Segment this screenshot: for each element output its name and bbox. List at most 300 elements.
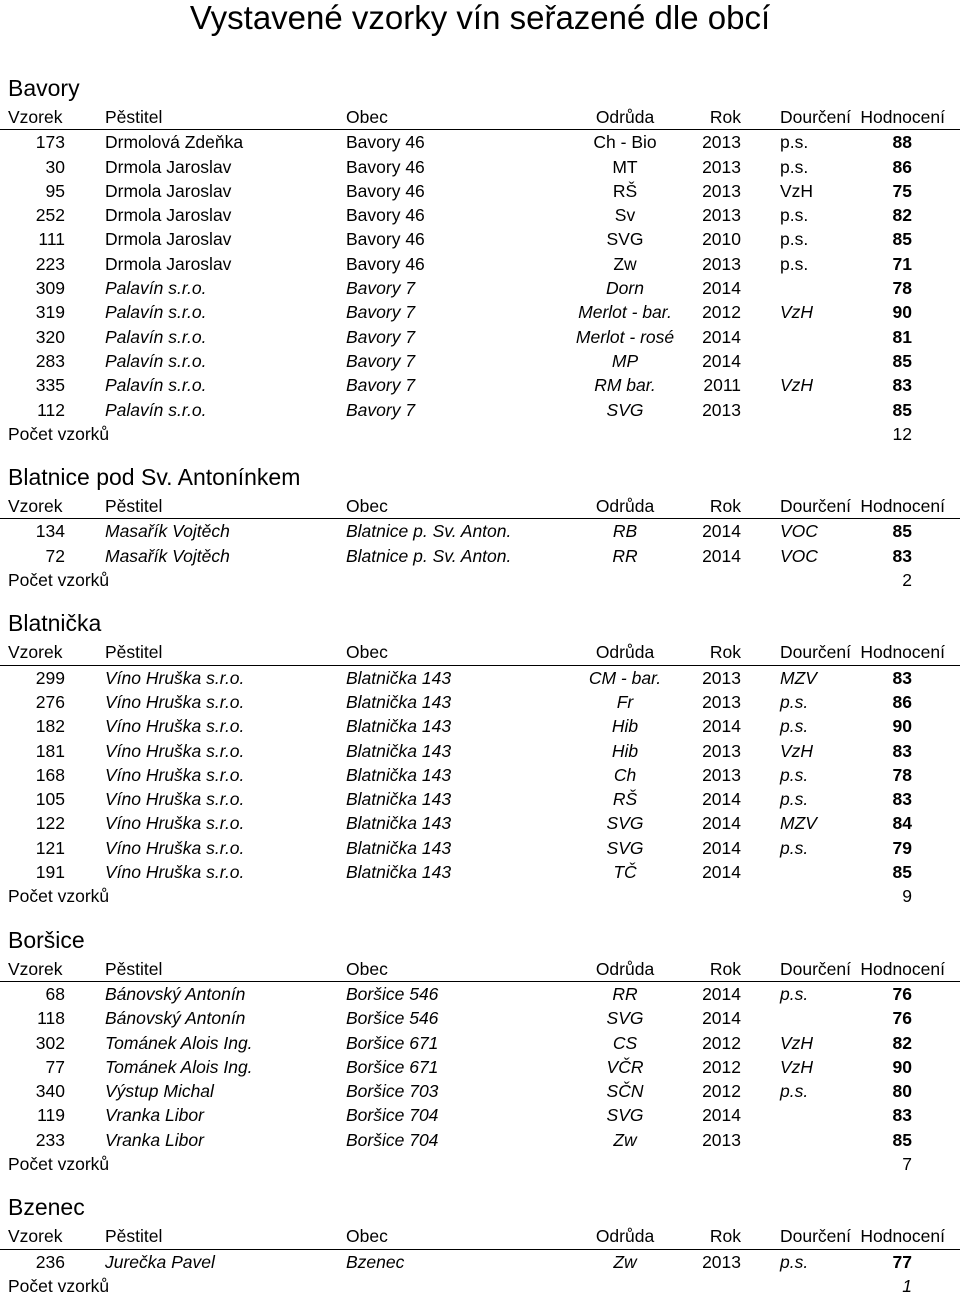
sample-number: 112 (37, 399, 65, 420)
vintage-year: 2014 (702, 1105, 741, 1126)
sample-count-value: 1 (902, 1275, 912, 1296)
sample-count-label: Počet vzorků (8, 570, 110, 591)
grower-name: Výstup Michal (105, 1081, 214, 1102)
section-title: Bavory (8, 75, 80, 101)
header-odruda: Odrůda (595, 496, 655, 517)
vintage-year: 2012 (702, 1081, 741, 1102)
grower-name: Bánovský Antonín (105, 1008, 246, 1029)
grower-name: Palavín s.r.o. (105, 302, 207, 323)
variety: Zw (613, 253, 637, 274)
header-odruda: Odrůda (595, 642, 655, 663)
header-rok: Rok (709, 642, 741, 663)
sample-number: 119 (37, 1105, 65, 1126)
address: Bavory 7 (346, 302, 416, 323)
rating: 83 (892, 1105, 912, 1126)
sample-number: 233 (35, 1129, 65, 1150)
attribute: p.s. (780, 691, 809, 712)
vintage-year: 2014 (702, 1008, 741, 1029)
variety: Zw (613, 1129, 637, 1150)
sample-number: 105 (35, 789, 65, 810)
sample-count-value: 12 (892, 423, 912, 444)
grower-name: Víno Hruška s.r.o. (105, 837, 245, 858)
attribute: p.s. (780, 156, 809, 177)
vintage-year: 2014 (702, 983, 741, 1004)
address: Boršice 704 (346, 1105, 439, 1126)
rating: 77 (892, 1251, 912, 1272)
vintage-year: 2012 (702, 1056, 741, 1077)
variety: SVG (606, 229, 644, 250)
variety: RŠ (612, 789, 638, 810)
address: Bavory 46 (346, 132, 425, 153)
rating: 83 (892, 667, 912, 688)
grower-name: Drmola Jaroslav (105, 205, 232, 226)
vintage-year: 2013 (702, 253, 741, 274)
section-title: Blatnička (8, 610, 102, 637)
attribute: VzH (780, 740, 814, 761)
sample-number: 319 (35, 302, 65, 323)
grower-name: Víno Hruška s.r.o. (105, 691, 245, 712)
table-header (0, 105, 960, 130)
rating: 90 (892, 302, 912, 323)
attribute: p.s. (780, 789, 809, 810)
grower-name: Víno Hruška s.r.o. (105, 667, 245, 688)
variety: CS (612, 1032, 638, 1053)
address: Blatnička 143 (346, 667, 452, 688)
municipality-section (0, 72, 960, 446)
grower-name: Drmola Jaroslav (105, 180, 232, 201)
vintage-year: 2013 (702, 667, 741, 688)
grower-name: Jurečka Pavel (105, 1251, 215, 1272)
table-row (0, 1103, 960, 1127)
section-title: Blatnice pod Sv. Antonínkem (8, 464, 301, 491)
sample-count-row (0, 1152, 960, 1176)
address: Boršice 671 (346, 1032, 439, 1053)
vintage-year: 2013 (702, 740, 741, 761)
header-hodnoceni: Hodnocení (860, 958, 945, 979)
vintage-year: 2013 (702, 205, 741, 226)
sample-number: 72 (45, 545, 65, 566)
sample-number: 191 (35, 862, 65, 883)
sample-number: 283 (35, 350, 65, 371)
vintage-year: 2014 (702, 837, 741, 858)
section-title: Boršice (8, 926, 85, 953)
table-row (0, 787, 960, 811)
vintage-year: 2014 (702, 862, 741, 883)
header-obec: Obec (346, 642, 388, 663)
sample-number: 173 (35, 132, 65, 153)
variety: MT (612, 156, 638, 177)
vintage-year: 2014 (702, 521, 741, 542)
variety: SČN (606, 1081, 644, 1102)
address: Blatnička 143 (346, 837, 452, 858)
rating: 80 (892, 1081, 912, 1102)
table-row (0, 325, 960, 349)
header-odruda: Odrůda (595, 958, 655, 979)
attribute: p.s. (780, 837, 809, 858)
attribute: VzH (780, 375, 814, 396)
table-row (0, 227, 960, 251)
sample-count-row (0, 422, 960, 446)
sample-number: 77 (45, 1056, 65, 1077)
sample-number: 276 (35, 691, 65, 712)
rating: 86 (892, 691, 912, 712)
header-dourceni: Dourčení (780, 642, 852, 663)
header-hodnoceni: Hodnocení (860, 1226, 945, 1247)
table-row (0, 860, 960, 884)
address: Blatnička 143 (346, 691, 452, 712)
variety: RB (612, 521, 638, 542)
table-row (0, 179, 960, 203)
variety: TČ (613, 862, 637, 883)
sample-count-label: Počet vzorků (8, 1275, 110, 1296)
rating: 76 (892, 1008, 912, 1029)
attribute: VzH (780, 302, 814, 323)
rating: 85 (892, 1129, 912, 1150)
rating: 82 (892, 205, 912, 226)
rating: 85 (892, 521, 912, 542)
address: Boršice 546 (346, 1008, 439, 1029)
header-rok: Rok (709, 1226, 741, 1247)
document-title: Vystavené vzorky vín seřazené dle obcí (189, 0, 771, 36)
header-obec: Obec (346, 958, 388, 979)
vintage-year: 2014 (702, 350, 741, 371)
municipality-section (0, 909, 960, 1177)
header-pestitel: Pěstitel (105, 496, 163, 517)
header-obec: Obec (346, 496, 388, 517)
attribute: p.s. (780, 716, 809, 737)
table-row (0, 1031, 960, 1055)
variety: SVG (606, 813, 644, 834)
attribute: p.s. (780, 205, 809, 226)
address: Bavory 7 (346, 278, 416, 299)
sample-number: 182 (35, 716, 65, 737)
attribute: MZV (780, 813, 817, 834)
grower-name: Palavín s.r.o. (105, 399, 207, 420)
address: Bavory 46 (346, 205, 425, 226)
sample-number: 309 (35, 278, 65, 299)
table-row (0, 763, 960, 787)
sample-number: 134 (35, 521, 65, 542)
sample-number: 236 (35, 1251, 65, 1272)
vintage-year: 2013 (702, 156, 741, 177)
header-pestitel: Pěstitel (105, 642, 163, 663)
table-row (0, 1055, 960, 1079)
grower-name: Víno Hruška s.r.o. (105, 740, 245, 761)
header-dourceni: Dourčení (780, 1226, 852, 1247)
grower-name: Víno Hruška s.r.o. (105, 862, 245, 883)
municipality-section (0, 1176, 960, 1298)
sample-number: 320 (35, 326, 65, 347)
sample-number: 111 (38, 229, 65, 250)
variety: SVG (606, 399, 644, 420)
header-vzorek: Vzorek (8, 107, 63, 127)
header-vzorek: Vzorek (8, 496, 63, 517)
grower-name: Víno Hruška s.r.o. (105, 716, 245, 737)
table-row (0, 811, 960, 835)
rating: 78 (892, 278, 912, 299)
grower-name: Vranka Libor (105, 1105, 204, 1126)
rating: 71 (892, 253, 912, 274)
variety: Ch (613, 764, 637, 785)
sample-count-row (0, 568, 960, 592)
vintage-year: 2012 (702, 1032, 741, 1053)
table-row (0, 349, 960, 373)
table-row (0, 1006, 960, 1030)
variety: RR (612, 545, 638, 566)
table-row (0, 982, 960, 1006)
attribute: MZV (780, 667, 817, 688)
section-spacer (0, 446, 960, 457)
variety: MP (611, 350, 639, 371)
table-row (0, 690, 960, 714)
municipality-section (0, 592, 960, 908)
vintage-year: 2014 (702, 545, 741, 566)
grower-name: Bánovský Antonín (105, 983, 246, 1004)
grower-name: Drmola Jaroslav (105, 156, 232, 177)
rating: 90 (892, 716, 912, 737)
rating: 85 (892, 350, 912, 371)
section-title: Bzenec (8, 1194, 85, 1221)
header-dourceni: Dourčení (780, 958, 852, 979)
vintage-year: 2014 (702, 789, 741, 810)
header-rok: Rok (709, 958, 741, 979)
vintage-year: 2014 (702, 326, 741, 347)
sample-number: 168 (35, 764, 65, 785)
rating: 88 (892, 132, 912, 153)
header-obec: Obec (346, 107, 388, 127)
attribute: p.s. (780, 1081, 809, 1102)
header-vzorek: Vzorek (8, 1226, 63, 1247)
attribute: VOC (780, 521, 818, 542)
variety: RM bar. (594, 375, 656, 396)
variety: Hib (611, 716, 639, 737)
header-odruda: Odrůda (595, 107, 655, 127)
rating: 90 (892, 1056, 912, 1077)
sample-number: 302 (35, 1032, 65, 1053)
table-row (0, 836, 960, 860)
vintage-year: 2013 (702, 1129, 741, 1150)
table-row (0, 1079, 960, 1103)
table-row (0, 203, 960, 227)
table-header (0, 957, 960, 982)
table-row (0, 739, 960, 763)
variety: SVG (606, 1105, 644, 1126)
attribute: VzH (780, 1032, 814, 1053)
header-rok: Rok (709, 496, 741, 517)
rating: 83 (892, 789, 912, 810)
vintage-year: 2013 (702, 132, 741, 153)
sample-count-value: 9 (902, 886, 912, 907)
sample-number: 95 (45, 180, 65, 201)
address: Blatnička 143 (346, 716, 452, 737)
attribute: VzH (780, 180, 814, 201)
rating: 75 (892, 180, 912, 201)
variety: Zw (613, 1251, 637, 1272)
address: Bavory 7 (346, 326, 416, 347)
address: Bavory 46 (346, 229, 425, 250)
sample-number: 335 (35, 375, 65, 396)
address: Blatnička 143 (346, 862, 452, 883)
header-vzorek: Vzorek (8, 958, 63, 979)
sample-count-label: Počet vzorků (8, 886, 110, 907)
grower-name: Palavín s.r.o. (105, 278, 207, 299)
header-dourceni: Dourčení (780, 107, 852, 127)
variety: SVG (606, 1008, 644, 1029)
grower-name: Masařík Vojtěch (105, 545, 230, 566)
vintage-year: 2014 (702, 716, 741, 737)
table-row (0, 373, 960, 397)
variety: Sv (614, 205, 636, 226)
attribute: p.s. (780, 983, 809, 1004)
attribute: p.s. (780, 253, 809, 274)
table-header (0, 494, 960, 519)
vintage-year: 2013 (702, 399, 741, 420)
address: Blatnička 143 (346, 789, 452, 810)
table-row (0, 519, 960, 543)
variety: RR (612, 983, 638, 1004)
attribute: p.s. (780, 132, 809, 153)
table-row (0, 1250, 960, 1274)
variety: RŠ (612, 180, 638, 201)
rating: 85 (892, 229, 912, 250)
vintage-year: 2012 (702, 302, 741, 323)
rating: 85 (892, 862, 912, 883)
address: Blatnička 143 (346, 764, 452, 785)
vintage-year: 2014 (702, 278, 741, 299)
sample-number: 118 (37, 1008, 65, 1029)
vintage-year: 2013 (702, 691, 741, 712)
table-row (0, 544, 960, 568)
grower-name: Víno Hruška s.r.o. (105, 764, 245, 785)
address: Boršice 671 (346, 1056, 439, 1077)
header-dourceni: Dourčení (780, 496, 852, 517)
table-row (0, 276, 960, 300)
address: Bavory 7 (346, 350, 416, 371)
address: Bavory 46 (346, 156, 425, 177)
header-pestitel: Pěstitel (105, 107, 163, 127)
header-pestitel: Pěstitel (105, 958, 163, 979)
sample-number: 340 (35, 1081, 65, 1102)
grower-name: Drmola Jaroslav (105, 253, 232, 274)
sample-number: 299 (35, 667, 65, 688)
vintage-year: 2014 (702, 813, 741, 834)
table-row (0, 1128, 960, 1152)
grower-name: Palavín s.r.o. (105, 326, 207, 347)
variety: VČR (606, 1056, 644, 1077)
section-spacer (0, 1176, 960, 1187)
sample-number: 223 (35, 253, 65, 274)
attribute: p.s. (780, 1251, 809, 1272)
header-hodnoceni: Hodnocení (860, 496, 945, 517)
address: Bzenec (346, 1251, 405, 1272)
attribute: p.s. (780, 229, 809, 250)
table-row (0, 666, 960, 690)
rating: 85 (892, 399, 912, 420)
address: Bavory 7 (346, 375, 416, 396)
grower-name: Víno Hruška s.r.o. (105, 813, 245, 834)
vintage-year: 2013 (702, 764, 741, 785)
table-header (0, 640, 960, 665)
grower-name: Drmola Jaroslav (105, 229, 232, 250)
address: Boršice 703 (346, 1081, 439, 1102)
address: Blatnice p. Sv. Anton. (346, 545, 512, 566)
variety: SVG (606, 837, 644, 858)
grower-name: Palavín s.r.o. (105, 350, 207, 371)
address: Bavory 46 (346, 253, 425, 274)
table-row (0, 252, 960, 276)
document-body (0, 68, 960, 1298)
section-spacer (0, 592, 960, 603)
vintage-year: 2010 (702, 229, 741, 250)
sample-number: 122 (35, 813, 65, 834)
header-odruda: Odrůda (595, 1226, 655, 1247)
variety: Fr (616, 691, 634, 712)
table-row (0, 398, 960, 422)
sample-number: 181 (35, 740, 65, 761)
grower-name: Palavín s.r.o. (105, 375, 207, 396)
municipality-section (0, 446, 960, 592)
grower-name: Tománek Alois Ing. (105, 1056, 253, 1077)
address: Bavory 7 (346, 399, 416, 420)
rating: 78 (892, 764, 912, 785)
sample-count-row (0, 884, 960, 908)
sample-number: 30 (45, 156, 65, 177)
address: Boršice 546 (346, 983, 439, 1004)
variety: Dorn (606, 278, 644, 299)
sample-count-row (0, 1274, 960, 1298)
sample-count-value: 7 (902, 1153, 912, 1174)
attribute: VOC (780, 545, 818, 566)
sample-number: 252 (35, 205, 65, 226)
header-obec: Obec (346, 1226, 388, 1247)
header-rok: Rok (709, 107, 741, 127)
table-row (0, 300, 960, 324)
address: Boršice 704 (346, 1129, 439, 1150)
header-vzorek: Vzorek (8, 642, 63, 663)
address: Blatnička 143 (346, 740, 452, 761)
header-hodnoceni: Hodnocení (860, 642, 945, 663)
attribute: VzH (780, 1056, 814, 1077)
header-pestitel: Pěstitel (105, 1226, 163, 1247)
sample-number: 68 (45, 983, 65, 1004)
table-row (0, 714, 960, 738)
rating: 81 (892, 326, 912, 347)
sample-number: 121 (35, 837, 65, 858)
sample-count-value: 2 (902, 570, 912, 591)
grower-name: Drmolová Zdeňka (105, 132, 244, 153)
header-hodnoceni: Hodnocení (860, 107, 945, 127)
rating: 76 (892, 983, 912, 1004)
rating: 79 (892, 837, 912, 858)
rating: 82 (892, 1032, 912, 1053)
grower-name: Masařík Vojtěch (105, 521, 230, 542)
grower-name: Víno Hruška s.r.o. (105, 789, 245, 810)
variety: Merlot - bar. (578, 302, 672, 323)
address: Blatnička 143 (346, 813, 452, 834)
rating: 86 (892, 156, 912, 177)
rating: 83 (892, 545, 912, 566)
vintage-year: 2013 (702, 180, 741, 201)
sample-count-label: Počet vzorků (8, 423, 110, 444)
variety: Ch - Bio (593, 132, 657, 153)
variety: Hib (611, 740, 639, 761)
rating: 83 (892, 375, 912, 396)
address: Blatnice p. Sv. Anton. (346, 521, 512, 542)
rating: 84 (892, 813, 912, 834)
rating: 83 (892, 740, 912, 761)
table-row (0, 155, 960, 179)
address: Bavory 46 (346, 180, 425, 201)
